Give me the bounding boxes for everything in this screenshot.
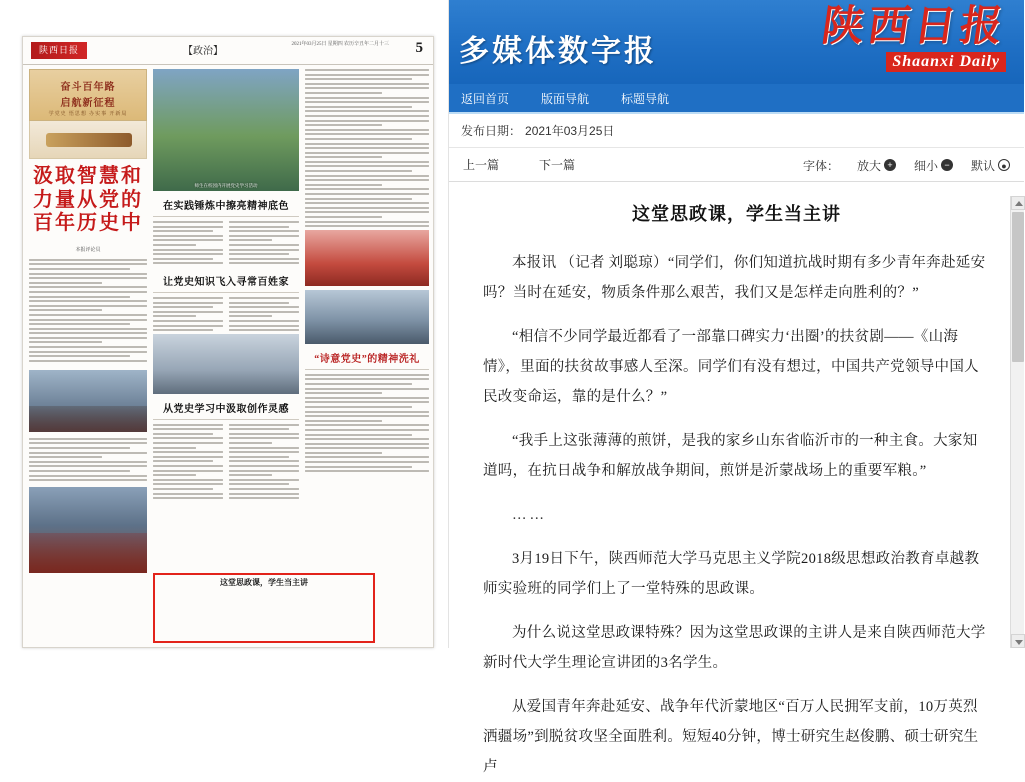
feature-headline: 汲取智慧和力量从党的百年历史中	[33, 165, 143, 235]
newspaper-photo-mid-2	[153, 334, 299, 394]
reader-navbar	[449, 84, 1024, 114]
article-title: 这堂思政课，学生当主讲	[632, 204, 841, 224]
newspaper-photo-right-1	[305, 230, 429, 286]
nav-item-home[interactable]: 返回首页	[461, 91, 510, 106]
headline-3-body	[153, 424, 299, 502]
feature-body-text	[29, 259, 147, 362]
chevron-up-icon	[1015, 201, 1023, 206]
newspaper-date-line: 2021年03月25日 星期四 农历辛丑年二月十三	[291, 42, 389, 47]
divider-3	[153, 419, 299, 420]
article-body	[449, 182, 1024, 775]
newspaper-page-number: 5	[415, 40, 423, 56]
article-paragraph-6: 从爱国青年奔赴延安、战争年代沂蒙地区“百万人民拥军支前，10万英烈洒疆场”到脱贫攻坚全面胜利。短短40分钟，博士研究生赵俊鹏、硕士研究生卢	[483, 699, 979, 775]
article-paragraph-4: 3月19日下午，陕西师范大学马克思主义学院2018级思想政治教育卓越教师实验班的同学们上了一堂特殊的思政课。	[483, 551, 980, 597]
prev-article-button[interactable]: 上一篇	[463, 158, 500, 172]
campaign-banner-sub: 学党史 悟思想 办实事 开新局	[48, 112, 128, 117]
newspaper-headline-3[interactable]: 从党史学习中汲取创作灵感	[163, 403, 289, 415]
newspaper-headline-2[interactable]: 让党史知识飞入寻常百姓家	[163, 276, 289, 288]
right-column-text-2	[305, 374, 429, 472]
article-toolbar	[449, 148, 1024, 182]
plus-icon: +	[884, 159, 896, 171]
minus-icon: −	[941, 159, 953, 171]
left-column-text-2	[29, 438, 147, 481]
right-column-text-1	[305, 69, 429, 227]
reader-site-title: 多媒体数字报	[459, 35, 657, 68]
publish-date-value: 2021年03月25日	[525, 124, 615, 138]
newspaper-section-label: 【政治】	[183, 46, 223, 57]
newspaper-headline-1[interactable]: 在实践锤炼中擦亮精神底色	[163, 201, 289, 212]
headline-2-body	[153, 297, 299, 334]
font-bigger-button[interactable]	[857, 157, 896, 174]
chevron-down-icon	[1015, 640, 1023, 645]
feature-byline: 本报评论员	[75, 247, 101, 253]
article-paragraph-1: 本报讯 （记者 刘聪琼）“同学们，你们知道抗战时期有多少青年奔赴延安吗？当时在延安，物质条件那么艰苦，我们又是怎样走向胜利的？”	[483, 255, 986, 301]
publish-date-row	[449, 114, 1024, 148]
newspaper-masthead	[23, 37, 433, 65]
newspaper-sheet[interactable]	[22, 36, 434, 648]
campaign-banner-photo	[29, 121, 147, 159]
font-size-controls	[803, 148, 1010, 182]
newspaper-photo-right-2	[305, 290, 429, 344]
dot-icon: ●	[998, 159, 1010, 171]
scrollbar-thumb[interactable]	[1012, 212, 1024, 362]
article-scrollbar[interactable]	[1010, 196, 1024, 648]
newspaper-headline-4[interactable]: “诗意党史”的精神洗礼	[314, 353, 420, 365]
logo-english-text: Shaanxi Daily	[886, 52, 1006, 72]
headline-1-body	[153, 221, 299, 267]
font-size-label: 字体：	[802, 158, 839, 173]
font-default-button[interactable]	[971, 157, 1010, 174]
font-smaller-button[interactable]	[914, 157, 953, 174]
newspaper-column-left	[29, 69, 147, 643]
campaign-banner-line2: 启航新征程	[60, 98, 116, 109]
reader-header	[449, 0, 1024, 84]
divider-1	[153, 216, 299, 217]
font-bigger-label: 放大	[856, 158, 881, 173]
font-default-label: 默认	[970, 158, 995, 173]
font-smaller-label: 细小	[913, 158, 938, 173]
nav-item-title-nav[interactable]: 标题导航	[621, 91, 670, 106]
article-paragraph-2: “相信不少同学最近都看了一部靠口碑实力‘出圈’的扶贫剧——《山海情》，里面的扶贫故事感人至深。同学们有没有想过，中国共产党领导中国人民改变命运，靠的是什么？”	[483, 329, 979, 405]
newspaper-page-pane	[0, 0, 448, 648]
newspaper-column-middle	[153, 69, 299, 643]
scrollbar-up-button[interactable]	[1011, 196, 1025, 210]
newspaper-photo-caption: 师生在校园内开展党史学习活动	[194, 183, 258, 188]
newspaper-photo-main	[153, 69, 299, 191]
newspaper-photo-left-mid	[29, 370, 147, 432]
newspaper-column-right	[305, 69, 429, 643]
next-article-button[interactable]: 下一篇	[539, 158, 576, 172]
nav-item-page-nav[interactable]: 版面导航	[541, 91, 590, 106]
shaanxi-daily-logo	[746, 4, 1010, 80]
highlighted-article-title: 这堂思政课，学生当主讲	[220, 578, 308, 587]
divider-4	[305, 369, 429, 370]
newspaper-photo-left-bottom	[29, 487, 147, 573]
publish-date-label: 发布日期：	[461, 124, 522, 138]
article-paragraph-3: “我手上这张薄薄的煎饼，是我的家乡山东省临沂市的一种主食。大家知道吗，在抗日战争和解放战争期间，煎饼是沂蒙战场上的重要军粮。”	[483, 433, 978, 479]
article-paragraph-5: 为什么说这堂思政课特殊？因为这堂思政课的主讲人是来自陕西师范大学新时代大学生理论宣讲团的3名学生。	[483, 625, 986, 671]
logo-chinese-text: 陕西日报	[818, 4, 1010, 50]
newspaper-masthead-logo: 陕西日报	[31, 42, 87, 59]
digital-paper-reader	[448, 0, 1024, 775]
campaign-banner-line1: 奋斗百年路	[60, 82, 116, 93]
article-separator: ……	[512, 507, 547, 523]
newspaper-campaign-banner	[29, 69, 147, 121]
divider-2	[153, 292, 299, 293]
scrollbar-down-button[interactable]	[1011, 634, 1025, 648]
